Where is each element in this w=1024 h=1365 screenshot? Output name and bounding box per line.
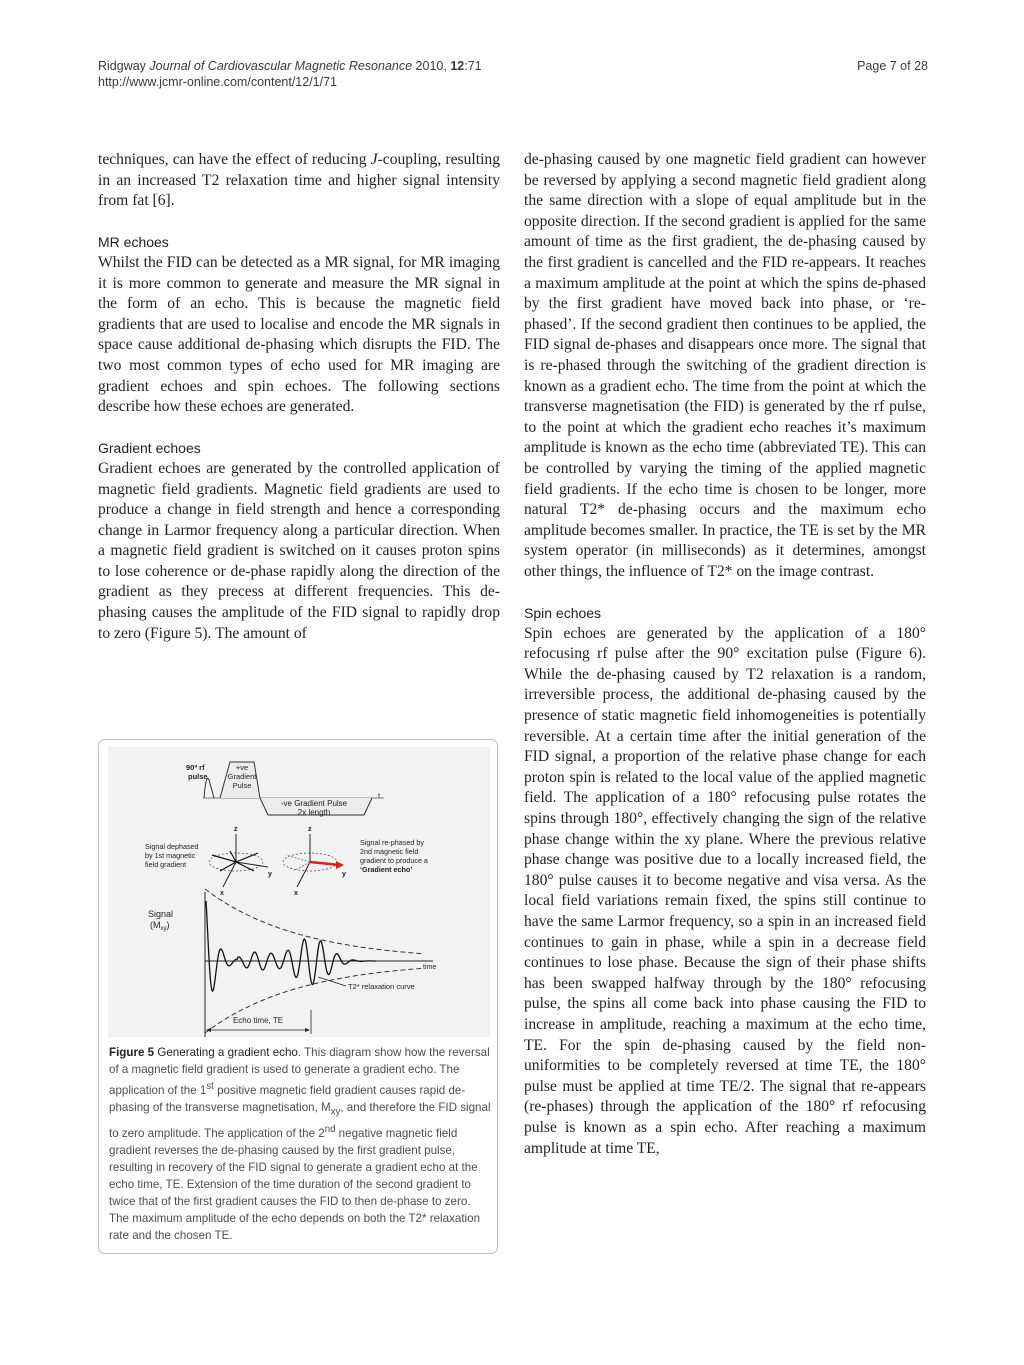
gradient-echo-diagram: [108, 747, 490, 1037]
text-run: positive magnetic field gradient causes rapid de-phasing of the transverse magnetisation, M: [109, 1084, 466, 1115]
positive-gradient-label: Gradient: [227, 772, 257, 781]
caption-label: Figure 5: [109, 1046, 155, 1059]
rf-pulse-label: pulse: [188, 772, 208, 781]
left-column: [98, 150, 500, 644]
header-year: 2010,: [415, 59, 447, 73]
rephased-annotation: gradient to produce a: [360, 856, 428, 865]
paragraph-gradient-echoes: Gradient echoes are generated by the controlled application of magnetic field gradients. Magnetic field gradients are used to produce a change in field strength and hence a corresponding change in Larmor frequency along a particular direction. When a magnetic field gradient is switched on it causes proton spins to lose coherence or de-phase rapidly along the direction of the gradient as they precess at different frequencies. This de-phasing causes the amplitude of the FID signal to rapidly drop to zero (Figure 5). The amount of: [98, 459, 500, 642]
echo-time-label: Echo time, TE: [232, 1016, 284, 1025]
header-article: :71: [464, 59, 482, 73]
text-run-italic: J: [370, 151, 378, 168]
t2-relaxation-label: T2* relaxation curve: [348, 982, 415, 991]
z-axis-label: z: [234, 826, 238, 833]
text-run: , and therefore the FID signal to zero amplitude. The application of the 2: [109, 1101, 491, 1140]
figure-caption: [109, 1044, 493, 1244]
header-url[interactable]: http://www.jcmr-online.com/content/12/1/71: [98, 75, 338, 89]
negative-gradient-label: 2x length: [297, 808, 331, 817]
positive-gradient-label: +ve: [235, 763, 249, 772]
text-run: xy: [160, 926, 167, 932]
signal-axis-label: Signal: [148, 909, 174, 919]
text-run: . This diagram show how the reversal of a magnetic field gradient is used to generate a gradient echo. The application of the 1: [109, 1046, 490, 1098]
z-axis-label: z: [308, 826, 312, 833]
running-header: [98, 58, 928, 90]
figure-background: [108, 747, 490, 1037]
text-run: -coupling, resulting in an increased T2 relaxation time and higher signal intensity from fat [6].: [98, 151, 500, 210]
header-journal: Journal of Cardiovascular Magnetic Resonance: [149, 59, 413, 73]
x-axis-label: x: [294, 890, 298, 897]
positive-gradient-label: Pulse: [232, 781, 252, 790]
time-axis-label: time: [423, 964, 437, 971]
header-author: Ridgway: [98, 59, 146, 73]
rephased-annotation: 2nd magnetic field: [360, 847, 419, 856]
heading-mr-echoes: MR echoes: [98, 234, 169, 251]
paragraph-mr-echoes: Whilst the FID can be detected as a MR signal, for MR imaging it is more common to generate and measure the MR signal in the form of an echo. This is because the magnetic field gradients that are used to localise and encode the MR signals in space cause additional de-phasing which disrupts the FID. The two most common types of echo used for MR imaging are gradient echoes and spin echoes. The following sections describe how these echoes are generated.: [98, 253, 500, 416]
header-volume: 12: [450, 59, 465, 73]
dephased-annotation: by 1st magnetic: [145, 851, 196, 860]
caption-title: Generating a gradient echo: [157, 1046, 298, 1059]
text-run: st: [206, 1081, 214, 1093]
text-run: ): [166, 920, 170, 930]
paragraph-intro: [98, 150, 500, 212]
paragraph-spin-echoes: Spin echoes are generated by the application of a 180° refocusing rf pulse after the 90° excitation pulse (Figure 6). While the de-phasing caused by T2 relaxation is a random, irreversible process, the additional de-phasing caused by the presence of static magnetic field inhomogeneities is potentially reversible. At a certain time after the initial generation of the FID signal, a proportion of the relative phase change for each proton spin is related to the local value of the applied magnetic field. The application of a 180° refocusing pulse rotates the spins through 180°, effectively changing the sign of the relative phase change within the xy plane. Where the previous relative phase change was positive due to a locally increased field, the 180° pulse causes it to become negative and visa versa. As the local field variations remain fixed, the spins still continue to have the same Larmor frequency, so a spin in an increased field continues to gain in phase, while a spin in a decrease field continues to lose phase. Because the sign of their phase shifts has been swapped halfway through by the 180° refocusing pulse, the spins all come back into phase causing the FID to increase in amplitude, reaching a maximum at the echo time, TE. For the spin de-phasing caused by the field non-uniformities to be completely reversed at time TE, the 180° pulse must be applied at time TE/2. The signal that re-appears (re-phases) through the application of the 180° rf refocusing pulse is known as a spin echo. After reaching a maximum amplitude at time TE,: [524, 624, 926, 1157]
text-run: negative magnetic field gradient reverses the de-phasing caused by the first gradient pulse, resulting in recovery of the FID signal to generate a gradient echo at the echo time, TE. Extension of the time duration of the second gradient to twice that of the first gradient causes the FID to then de-phase to zero. The maximum amplitude of the echo depends on both the T2* relaxation rate and the chosen TE.: [109, 1126, 481, 1242]
text-run: xy: [330, 1106, 341, 1118]
text-run: techniques, can have the effect of reducing: [98, 151, 371, 168]
x-axis-label: x: [220, 890, 224, 897]
text-run: nd: [324, 1123, 336, 1135]
axis-t-label: t: [378, 791, 381, 800]
rephased-annotation: Signal re-phased by: [360, 838, 424, 847]
negative-gradient-label: -ve Gradient Pulse: [280, 799, 348, 808]
page-number: Page 7 of 28: [857, 59, 928, 73]
paragraph-dephasing: de-phasing caused by one magnetic field gradient can however be reversed by applying a second magnetic field gradient along the same direction with a slope of equal amplitude but in the opposite direction. If the second gradient is applied for the same amount of time as the first gradient, the de-phasing caused by the first gradient is cancelled and the FID re-appears. It reaches a maximum amplitude at the point at which the spins de-phased by the first gradient have moved back into phase, or ‘re-phased’. If the second gradient then continues to be applied, the FID signal de-phases and disappears once more. The signal that is re-phased through the switching of the gradient direction is known as a gradient echo. The time from the point at which the transverse magnetisation (the FID) is generated by the rf pulse, to the point at which the gradient echo reaches it’s maximum amplitude is known as the echo time (abbreviated TE). This can be controlled by varying the timing of the applied magnetic field gradients. If the echo time is chosen to be longer, more natural T2* de-phasing occurs and the maximum echo amplitude becomes smaller. In practice, the TE is set by the MR system operator (in milliseconds) as it determines, amongst other things, the influence of T2* on the image contrast.: [524, 151, 926, 580]
y-axis-label: y: [268, 871, 272, 878]
figure-5: [98, 739, 498, 1254]
rephased-annotation: ‘Gradient echo’: [360, 865, 413, 874]
heading-spin-echoes: Spin echoes: [524, 605, 602, 622]
right-column: [524, 150, 926, 1159]
heading-gradient-echoes: Gradient echoes: [98, 440, 201, 457]
text-run: (M: [150, 920, 161, 930]
dephased-annotation: field gradient: [145, 860, 187, 869]
dephased-annotation: Signal dephased: [145, 842, 199, 851]
rf-pulse-label: 90º rf: [186, 763, 205, 772]
y-axis-label: y: [342, 871, 346, 878]
citation: [98, 58, 482, 74]
